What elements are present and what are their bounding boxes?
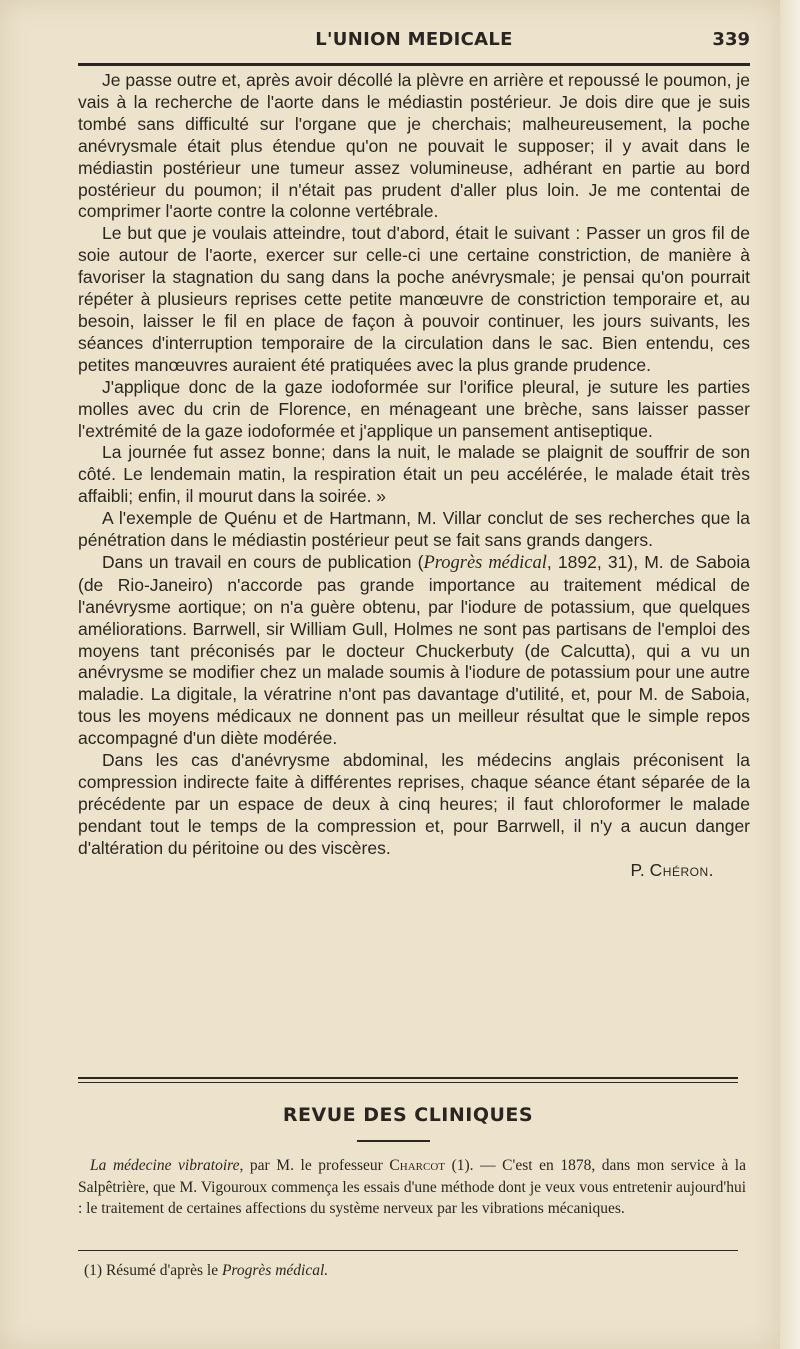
- page-header: [78, 29, 750, 53]
- paragraph: J'applique donc de la gaze iodoformée sur l'orifice pleural, je suture les parties molles avec du crin de Florence, en ménageant une brèche, sans laisser passer l'extrémité de la gaze iodoformée et j'applique un pansement antiseptique.: [78, 376, 750, 441]
- page-number: 339: [712, 29, 750, 50]
- clinic-summary: [78, 1155, 746, 1220]
- paragraph: La journée fut assez bonne; dans la nuit, le malade se plaignit de souffrir de son côté. Le lendemain matin, la respiration était un peu accélérée, le malade était très affaibli; enfin, il mourut dans la soirée. »: [78, 442, 750, 507]
- signature-initial: P.: [630, 859, 645, 880]
- text-run: , 1892, 31), M. de Saboia (de Rio-Janeiro) n'accorde pas grande importance au traitement médical de l'anévrysme aortique; on n'a guère obtenu, par l'iodure de potassium, que quelques améliorations. Barrwell, sir William Gull, Holmes ne sont pas partisans de l'emploi des moyens tant préconisés par le docteur Chuckerbuty (de Calcutta), qui a vu un anévrysme se modifier chez un malade soumis à l'iodure de potassium pour une autre maladie. La digitale, la vératrine n'ont pas davantage d'utilité, et, pour M. de Saboia, tous les moyens médicaux ne donnent pas un meilleur résultat que le simple repos accompagné d'un diète modérée.: [78, 551, 750, 749]
- text-run: Dans un travail en cours de publication (: [102, 551, 424, 572]
- footnote-source: Progrès médical.: [221, 1262, 329, 1279]
- footnote-ref: (1).: [445, 1157, 474, 1174]
- summary-author: Charcot: [389, 1157, 445, 1174]
- author-signature: [78, 860, 750, 882]
- running-title: L'UNION MEDICALE: [315, 29, 513, 50]
- section-title: REVUE DES CLINIQUES: [282, 1104, 534, 1126]
- paragraph: Le but que je voulais atteindre, tout d'abord, était le suivant : Passer un gros fil de soie autour de l'aorte, exercer sur celle-ci une certaine constriction, de manière à favoriser la stagnation du sang dans la poche anévrysmale; je pensai qu'on pourrait répéter à plusieurs reprises cette petite manœuvre de constriction temporaire et, au besoin, laisser le fil en place de façon à pouvoir continuer, les jours suivants, les séances d'interruption temporaire de la circulation dans le sac. Bien entendu, ces petites manœuvres auraient été pratiquées avec la plus grande prudence.: [78, 223, 750, 375]
- section-divider: [78, 1077, 738, 1079]
- footnote: [84, 1262, 724, 1280]
- footnote-rule: [78, 1250, 738, 1251]
- signature-name: Chéron.: [649, 859, 714, 880]
- paragraph: [78, 552, 750, 750]
- paragraph: Je passe outre et, après avoir décollé la plèvre en arrière et repoussé le poumon, je vais à la recherche de l'aorte dans le médiastin postérieur. Je dois dire que je suis tombé sans difficulté sur l'organe que je cherchais; malheureusement, la poche anévrysmale était plus étendue qu'on ne pouvait le supposer; il y avait dans le médiastin postérieur une tumeur assez volumineuse, adhérant en partie au bord postérieur du poumon; il n'était pas prudent d'aller plus loin. Je me contentai de comprimer l'aorte contre la colonne vertébrale.: [78, 70, 750, 222]
- section-title-rule: [357, 1140, 430, 1142]
- article-body: [78, 70, 750, 882]
- header-rule: [78, 63, 750, 66]
- paragraph: Dans les cas d'anévrysme abdominal, les médecins anglais préconisent la compression indirecte faite à différentes reprises, chaque séance étant séparée de la précédente par un espace de deux à cinq heures; il faut chloroformer le malade pendant tout le temps de la compression et, pour Barrwell, il n'y a aucun danger d'altération du péritoine ou des viscères.: [78, 750, 750, 858]
- summary-paragraph: [78, 1155, 746, 1220]
- text-run: , par M. le professeur: [239, 1157, 390, 1174]
- journal-title: Progrès médical: [423, 552, 547, 573]
- paragraph: A l'exemple de Quénu et de Hartmann, M. Villar conclut de ses recherches que la pénétration dans le médiastin postérieur peut se fait sans grands dangers.: [78, 508, 750, 551]
- summary-title: La médecine vibratoire: [90, 1157, 240, 1174]
- text-run: Résumé d'après le: [102, 1262, 222, 1279]
- text-run: — C'est en 1878, dans mon service à la Salpêtrière, que M. Vigouroux commença les essais d'une méthode dont je veux vous entretenir aujourd'hui : le traitement de certaines affections du système nerveux par les vibrations mécaniques.: [78, 1157, 746, 1217]
- footnote-marker: (1): [84, 1262, 103, 1279]
- page-edge: [780, 0, 800, 1349]
- section-divider: [78, 1082, 738, 1083]
